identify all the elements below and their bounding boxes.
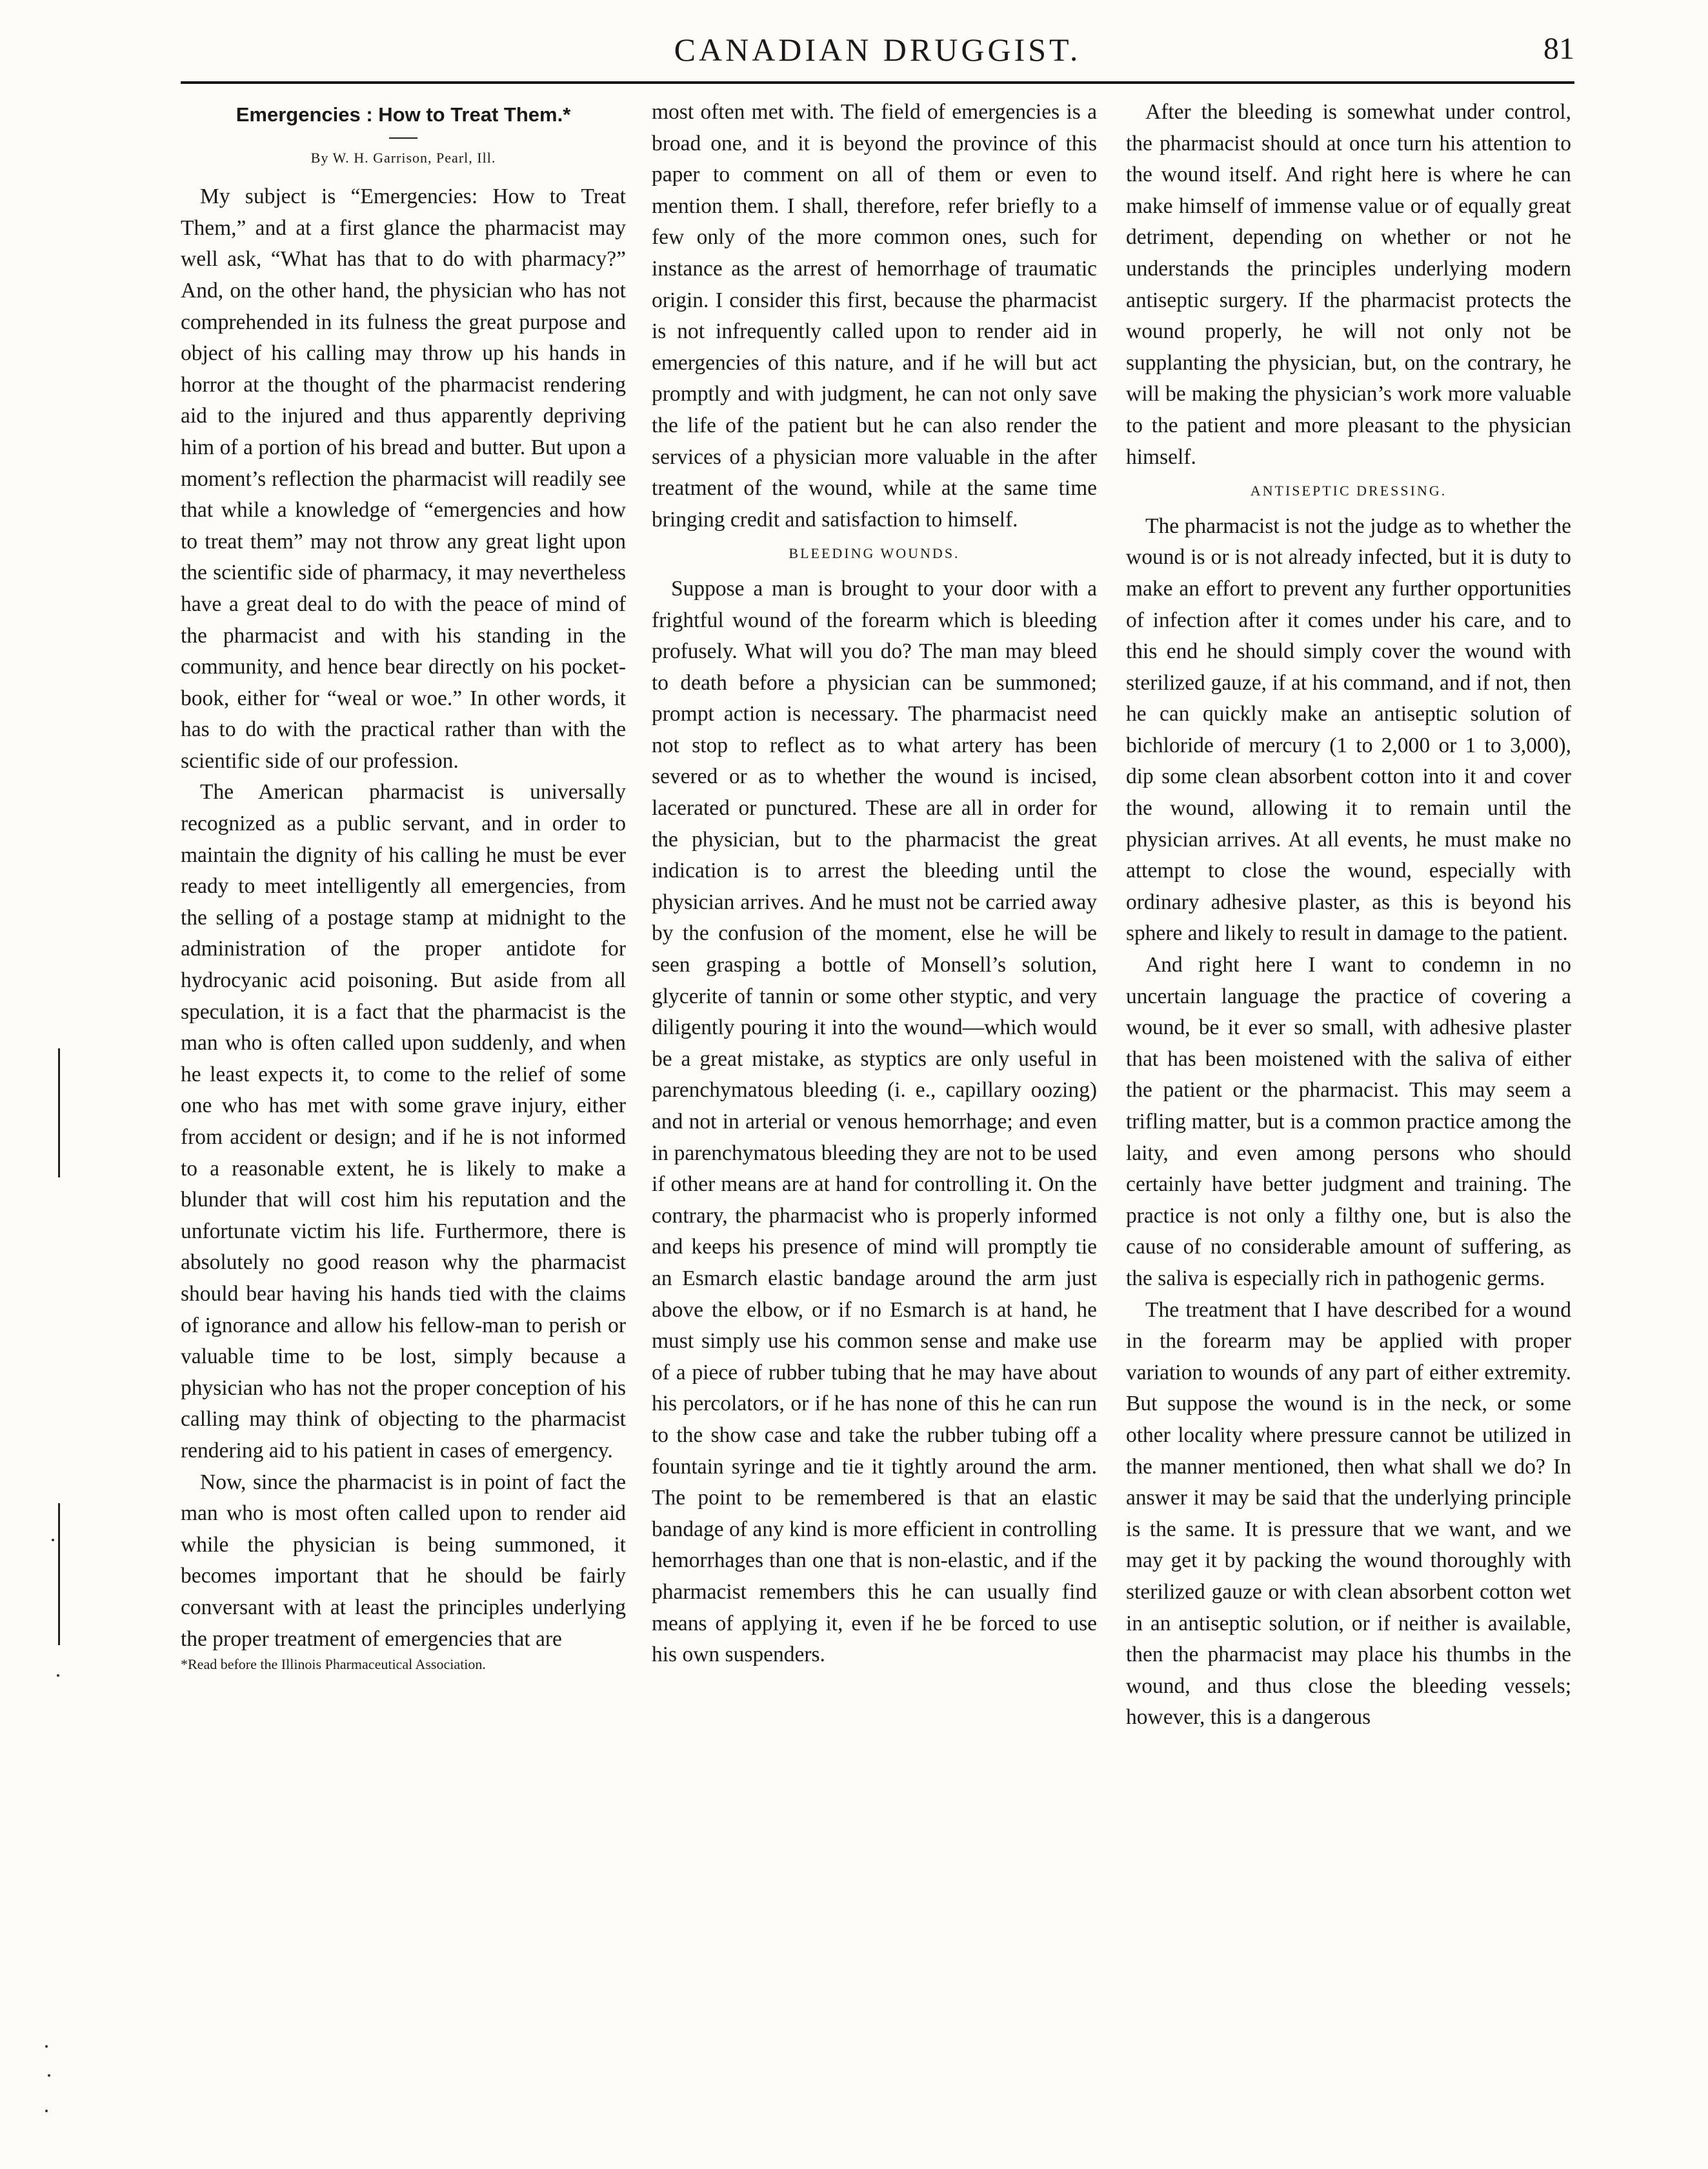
byline: By W. H. Garrison, Pearl, Ill. [310, 149, 496, 166]
page-number: 81 [1543, 32, 1574, 66]
header-rule [181, 81, 1574, 84]
article-title: Emergencies : How to Treat Them.* [236, 103, 571, 126]
paragraph: And right here I want to condemn in no uncertain language the practice of covering a wound, be it ever so small, with adhesive plaster that has been moistened with the saliva of either the patient or the pharmacist. This may seem a trifling matter, but is a common practice among the laity, and even among persons who should certainly have better judgment and training. The practice is not only a filthy one, but is also the cause of no considerable amount of suffering, as the saliva is especially rich in pathogenic germs. [1126, 953, 1571, 1290]
paragraph: The American pharmacist is universally recognized as a public servant, and in order to maintain the dignity of his calling he must be ever ready to meet intelligently all emergencies, from the selling of a postage stamp at midnight to the administration of the proper antidote for hydrocyanic acid poisoning. But aside from all speculation, it is a fact that the pharmacist is the man who is often called upon suddenly, and when he least expects it, to come to the relief of some one who has met with some grave injury, either from accident or design; and if he is not informed to a reasonable extent, he is likely to make a blunder that will cost him his reputation and the unfortunate victim his life. Furthermore, there is absolutely no good reason why the pharmacist should bear having his hands tied with the claims of ignorance and allow his fellow-man to perish or valuable time to be lost, simply because a physician who has not the proper conception of his calling may think of objecting to the pharmacist rendering aid to his patient in cases of emergency. [181, 780, 626, 1463]
paragraph: most often met with. The field of emergencies is a broad one, and it is beyond the province of this paper to comment on all of them or even to mention them. I shall, therefore, refer briefly to a few only of the more common ones, such for instance as the arrest of hemorrhage of traumatic origin. I consider this first, because the pharmacist is not infrequently called upon to render aid in emergencies of this nature, and if he will but act promptly and with judgment, he can not only save the life of the patient but he can also render the services of a physician more valuable in the after treatment of the wound, while at the same time bringing credit and satisfaction to himself. [652, 100, 1097, 532]
footnote: *Read before the Illinois Pharmaceutical Association. [181, 1656, 486, 1673]
margin-mark [58, 1048, 60, 1177]
column-3 [1126, 97, 1571, 1734]
margin-mark [58, 1503, 60, 1645]
paragraph: Now, since the pharmacist is in point of fact the man who is most often called upon to render aid while the physician is being summoned, it becomes important that he should be fairly conversant with at least the principles underlying the proper treatment of emergencies that are [181, 1470, 626, 1651]
paragraph: After the bleeding is somewhat under control, the pharmacist should at once turn his attention to the wound itself. And right here is where he can make himself of immense value or of equally great detriment, depending on whether or not he understands the principles underlying modern antiseptic surgery. If the pharmacist protects the wound properly, he will not only not be supplanting the physician, but, on the contrary, he will be making the physician’s work more valuable to the patient and more pleasant to the physician himself. [1126, 100, 1571, 469]
section-heading-antiseptic-dressing: ANTISEPTIC DRESSING. [1250, 483, 1447, 499]
margin-dot [48, 2074, 50, 2077]
column-2 [652, 97, 1097, 1671]
margin-dot [45, 2045, 48, 2048]
paragraph: Suppose a man is brought to your door with a frightful wound of the forearm which is bleeding profusely. What will you do? The man may bleed to death before a physician can be summoned; prompt action is necessary. The pharmacist need not stop to reflect as to what artery has been severed or as to whether the wound is incised, lacerated or punctured. These are all in order for the physician, but to the pharmacist the great indication is to arrest the bleeding until the physician arrives. And he must not be carried away by the confusion of the moment, else he will be seen grasping a bottle of Monsell’s solution, glycerite of tannin or some other styptic, and very diligently pouring it into the wound—which would be a great mistake, as styptics are only useful in parenchymatous bleeding (i. e., capillary oozing) and not in arterial or venous hemorrhage; and even in parenchymatous bleeding they are not to be used if other means are at hand for controlling it. On the contrary, the pharmacist who is properly informed and keeps his presence of mind will promptly tie an Esmarch elastic bandage around the arm just above the elbow, or if no Esmarch is at hand, he must simply use his common sense and make use of a piece of rubber tubing that he may have about his percolators, or if he has none of this he can run to the show case and take the rubber tubing off a fountain syringe and tie it tightly around the arm. The point to be remembered is that an elastic bandage of any kind is more efficient in controlling hemorrhages than one that is non-elastic, and if the pharmacist remembers this he can usually find means of applying it, even if he be forced to use his own suspenders. [652, 576, 1097, 1667]
margin-dot [57, 1674, 59, 1677]
paragraph: My subject is “Emergencies: How to Treat Them,” and at a first glance the pharmacist may well ask, “What has that to do with pharmacy?” And, on the other hand, the physician who has not comprehended in its fulness the great purpose and object of his calling may throw up his hands in horror at the thought of the pharmacist rendering aid to the injured and thus apparently depriving him of a portion of his bread and butter. But upon a moment’s reflection the pharmacist will readily see that while a knowledge of “emergencies and how to treat them” may not throw any great light upon the scientific side of pharmacy, it may nevertheless have a great deal to do with the peace of mind of the pharmacist and with his standing in the community, and hence bear directly on his pocket-book, either for “weal or woe.” In other words, it has to do with the practical rather than with the scientific side of our profession. [181, 185, 626, 773]
margin-dot [45, 2110, 48, 2112]
page-header [181, 31, 1574, 76]
byline-rule [389, 137, 417, 139]
margin-dot [52, 1539, 54, 1541]
paragraph: The pharmacist is not the judge as to whether the wound is or is not already infected, but it is duty to make an effort to prevent any further opportunities of infection after it comes under his care, and to this end he should simply cover the wound with sterilized gauze, if at his command, and if not, then he can quickly make an antiseptic solution of bichloride of mercury (1 to 2,000 or 1 to 3,000), dip some clean absorbent cotton into it and cover the wound, allowing it to remain until the physician arrives. At all events, he must make no attempt to close the wound, especially with ordinary adhesive plaster, as this is beyond his sphere and likely to result in damage to the patient. [1126, 514, 1571, 946]
column-1 [181, 97, 626, 1674]
section-heading-bleeding-wounds: BLEEDING WOUNDS. [789, 545, 960, 562]
paragraph: The treatment that I have described for a wound in the forearm may be applied with proper variation to wounds of any part of either extremity. But suppose the wound is in the neck, or some other locality where pressure cannot be utilized in the manner mentioned, then what shall we do? In answer it may be said that the underlying principle is the same. It is pressure that we want, and we may get it by packing the wound thoroughly with sterilized gauze or with clean absorbent cotton wet in an antiseptic solution, or if neither is available, then the pharmacist may place his thumbs in the wound, and thus close the bleeding vessels; however, this is a dangerous [1126, 1297, 1571, 1730]
journal-title: CANADIAN DRUGGIST. [674, 32, 1081, 68]
